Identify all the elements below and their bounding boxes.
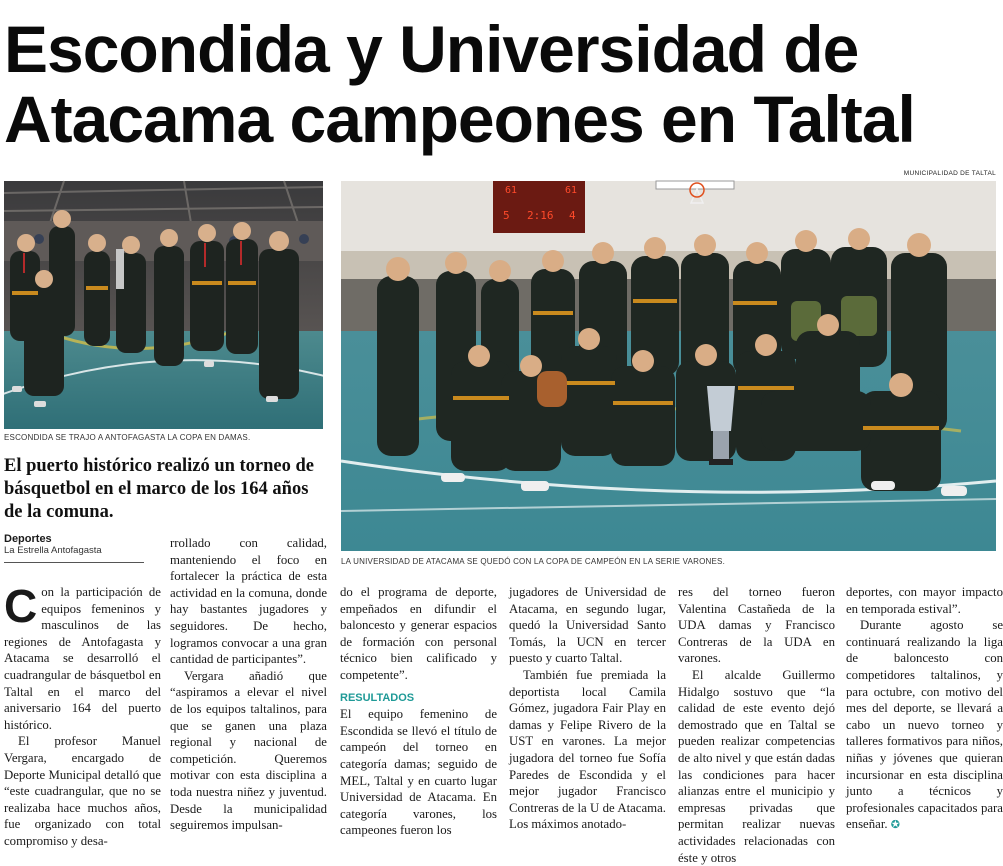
mens-team-illustration bbox=[341, 181, 996, 551]
scoreboard-left: 5 bbox=[503, 209, 510, 222]
article-column-4 bbox=[509, 584, 666, 837]
photo-credit: MUNICIPALIDAD DE TALTAL bbox=[903, 170, 996, 177]
caption-mens-photo: LA UNIVERSIDAD DE ATACAMA SE QUEDÓ CON LA COPA DE CAMPEÓN EN LA SERIE VARONES. bbox=[341, 557, 725, 566]
scoreboard bbox=[493, 181, 585, 233]
womens-team-illustration bbox=[4, 181, 323, 429]
subhead: El puerto histórico realizó un torneo de básquetbol en el marco de los 164 años de la comuna. bbox=[4, 456, 315, 522]
article-column-3 bbox=[340, 584, 497, 837]
byline bbox=[4, 533, 144, 563]
end-mark-icon: ✪ bbox=[890, 819, 900, 832]
article-column-6 bbox=[846, 584, 1003, 837]
article-paragraph: También fue premiada la deportista local Camila Gómez, jugadora Fair Play en damas y Felipe Rivero de la UST en varones. La mejor jugadora del torneo fue Sofía Paredes de Escondida y el mejor jugador Francisco Contreras de la U de Atacama. Los máximos anotado- bbox=[509, 667, 666, 832]
paragraph-text: on la participación de equipos femeninos y masculinos de las regiones de Antofagasta y Atacama se desarrolló el cuadrangular de básquetbol en Taltal en el marco del aniversario 164 del puerto histórico. bbox=[4, 585, 161, 732]
results-heading: RESULTADOS bbox=[340, 691, 415, 704]
caption-womens-photo: ESCONDIDA SE TRAJO A ANTOFAGASTA LA COPA EN DAMAS. bbox=[4, 433, 251, 442]
players-group bbox=[377, 228, 967, 496]
paragraph-text: Durante agosto se continuará realizando la liga de baloncesto con competidores taltalinos, y para octubre, con motivo del mes del deporte, se llevará a cabo un nuevo torneo y talleres formativos para niños, niñas y jóvenes que quieran incursionar en esta disciplina junto a técnicos y profesionales capacitados para enseñar. bbox=[846, 618, 1003, 832]
article-column-5 bbox=[678, 584, 835, 865]
headline: Escondida y Universidad de Atacama campeones en Taltal bbox=[4, 12, 915, 156]
article-paragraph: do el programa de deporte, empeñados en difundir el baloncesto y generar espacios de formación con personal técnico bien calificado y competente”. bbox=[340, 585, 497, 682]
article-paragraph bbox=[4, 580, 161, 733]
article-paragraph: El equipo femenino de Escondida se llevó el título de campeón del torneo en categoría damas; seguido de MEL, Taltal y en cuarto lugar Universidad de Atacama. En categoría varones, los campeones fueron los bbox=[340, 707, 497, 838]
drop-cap: C bbox=[4, 580, 38, 632]
scoreboard-middle: 2:16 bbox=[527, 209, 554, 222]
byline-section: Deportes bbox=[4, 533, 52, 545]
photo-womens-team bbox=[4, 181, 323, 429]
article-paragraph: El profesor Manuel Vergara, encargado de Deporte Municipal detalló que “este cuadrangular, que no se realizaba hace muchos años, fue organizado con total compromiso y desa- bbox=[4, 734, 161, 848]
article-paragraph: rrollado con calidad, manteniendo el foco en fortalecer la práctica de esta actividad en la comuna, donde hay bastantes jugadores y seguidores. De hecho, logramos convocar a una gran cantidad de participantes”. bbox=[170, 536, 327, 667]
photo-mens-team bbox=[341, 181, 996, 551]
article-column-2 bbox=[170, 535, 327, 837]
article-column-1 bbox=[4, 580, 161, 848]
scoreboard-top-right: 61 bbox=[565, 185, 578, 196]
scoreboard-right: 4 bbox=[569, 209, 576, 222]
article-paragraph: Vergara añadió que “aspiramos a elevar el nivel de los equipos taltalinos, para que se ganen una plaza regional y nacional de competición. Queremos motivar con esta disciplina a toda nuestra niñez y juventud. Desde la municipalidad seguiremos impulsan- bbox=[170, 668, 327, 833]
scoreboard-top-left: 61 bbox=[505, 185, 518, 196]
article-paragraph: res del torneo fueron Valentina Castañeda de la UDA damas y Francisco Contreras de la UDA en varones. bbox=[678, 585, 835, 666]
byline-source: La Estrella Antofagasta bbox=[4, 545, 102, 556]
article-paragraph: El alcalde Guillermo Hidalgo sostuvo que “la calidad de este evento dejó demostrado que en Taltal se pueden realizar competencias de alto nivel y que están dadas las condiciones para hacer alianzas entre el municipio y empresas privadas que permitan realizar nuevas actividades relacionadas con éste y otros bbox=[678, 667, 835, 865]
article-paragraph bbox=[846, 617, 1003, 834]
article-paragraph: jugadores de Universidad de Atacama, en segundo lugar, quedó la Universidad Santo Tomás, la UCN en tercer puesto y cuarto Taltal. bbox=[509, 585, 666, 666]
article-paragraph: deportes, con mayor impacto en temporada estival”. bbox=[846, 585, 1003, 616]
